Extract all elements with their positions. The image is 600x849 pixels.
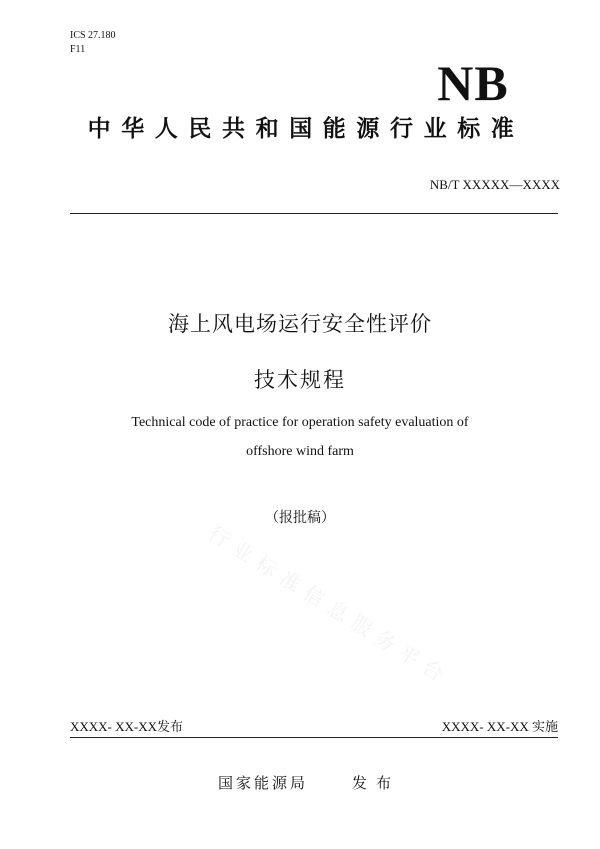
draft-status: （报批稿） — [265, 510, 335, 526]
implementation-date — [330, 718, 558, 737]
header-divider — [70, 213, 558, 214]
nb-logo: NB — [437, 55, 509, 111]
issuing-authority: 国家能源局 — [218, 774, 309, 792]
standard-type-title: 中华人民共和国能源行业标准 — [87, 116, 525, 142]
issue-date-label: 发布 — [157, 720, 184, 735]
watermark: 行业标准信息服务平台 — [204, 521, 455, 691]
standard-number: NB/T XXXXX—XXXX — [429, 177, 560, 192]
classification-code: F11 — [70, 44, 86, 55]
ics-code: ICS 27.180 — [70, 30, 116, 41]
implementation-date-value: XXXX- XX-XX — [441, 719, 529, 734]
footer-divider — [70, 737, 558, 738]
document-title-chinese-line1: 海上风电场运行安全性评价 — [168, 312, 432, 336]
issue-date — [70, 718, 183, 737]
document-title-chinese-line2: 技术规程 — [254, 368, 346, 392]
document-title-english-line1: Technical code of practice for operation safety evaluation of — [131, 415, 469, 430]
issue-date-value: XXXX- XX-XX — [70, 719, 158, 734]
implementation-date-label: 实施 — [531, 720, 558, 735]
issuing-action: 发布 — [352, 774, 401, 792]
document-title-english-line2: offshore wind farm — [246, 444, 354, 459]
